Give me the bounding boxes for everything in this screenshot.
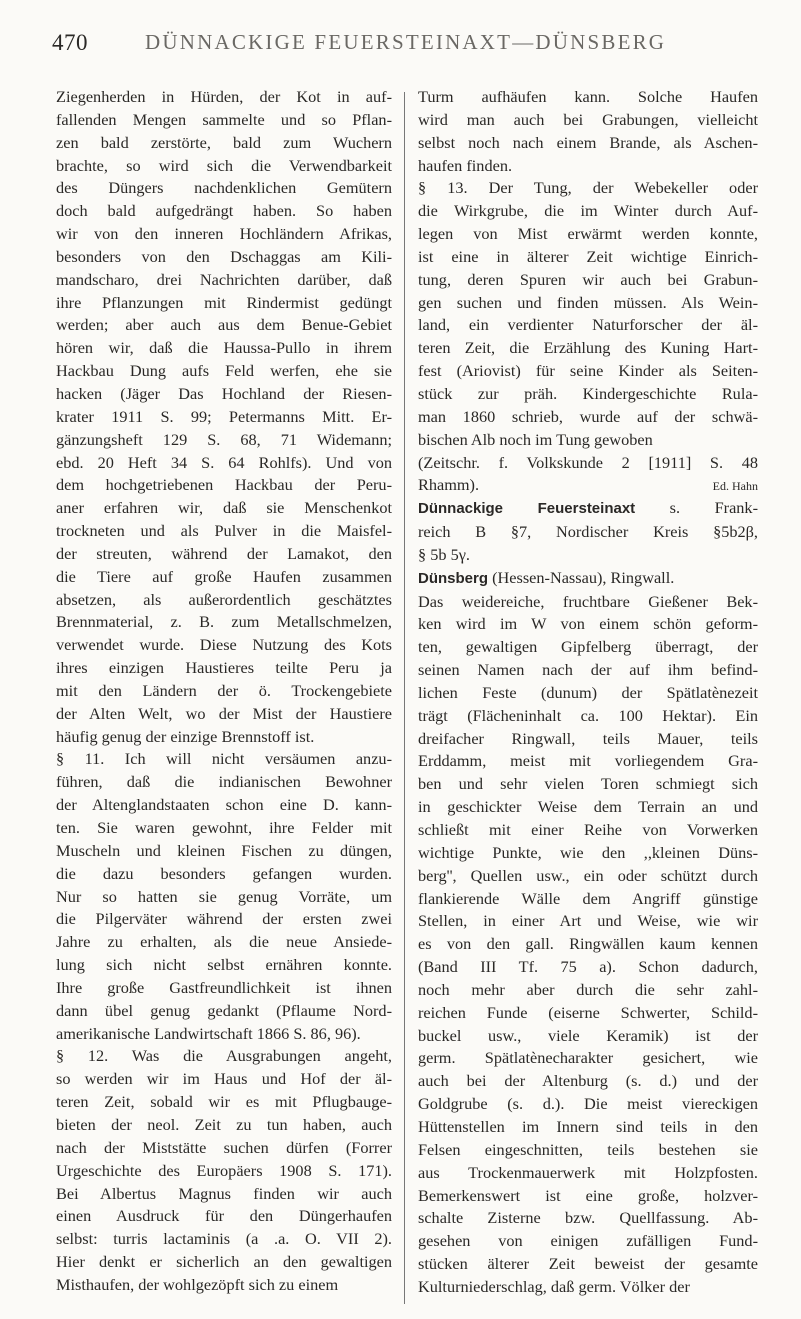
text-line: tung, deren Spuren wir auch bei Grabun- (418, 269, 758, 289)
text-line: ten, gewaltigen Gipfelberg überragt, der (418, 637, 758, 657)
text-line: Erddamm, meist mit vorliegendem Gra- (418, 751, 758, 771)
text-line: Urgeschichte des Europäers 1908 S. 171). (56, 1160, 392, 1180)
text-line: (Band III Tf. 75 a). Schon dadurch, (418, 957, 758, 977)
text-line: germ. Spätlatènecharakter gesichert, wie (418, 1048, 758, 1068)
text-line: der Altenglandstaaten schon eine D. kann- (56, 795, 392, 815)
text-line: ihre Pflanzungen mit Rindermist gedüngt (56, 292, 392, 312)
text-line: flankierende Wälle dem Angriff günstige (418, 888, 758, 908)
text-line: ebd. 20 Heft 34 S. 64 Rohlfs). Und von (56, 452, 392, 472)
text-line: § 5b 5γ. (418, 544, 470, 564)
text-line: land, ein verdienter Naturforscher der äl- (418, 315, 758, 335)
text-line: Muscheln und kleinen Fischen zu düngen, (56, 840, 392, 860)
text-line: reichen Funde (eiserne Schwerter, Schild- (418, 1002, 758, 1022)
text-line: (Zeitschr. f. Volkskunde 2 [1911] S. 48 (418, 452, 758, 472)
text-line: Kulturniederschlag, daß germ. Völker der (418, 1276, 690, 1296)
text-line: Jahre zu erhalten, als die neue Ansiede- (56, 932, 392, 952)
text-line: Hüttenstellen im Innern sind teils in den (418, 1116, 758, 1136)
text-line: hacken (Jäger Das Hochland der Riesen- (56, 383, 392, 403)
text-line: legen von Mist erwärmt werden konnte, (418, 224, 758, 244)
text-line: gänzungsheft 129 S. 68, 71 Widemann; (56, 429, 392, 449)
text-line: hören wir, daß die Haussa-Pullo in ihrem (56, 338, 392, 358)
lemma-heading: Dünnackige Feuersteinaxt (418, 500, 636, 518)
text-line: führen, daß die indianischen Bewohner (56, 772, 392, 792)
text-line: aus Trockenmauerwerk mit Holzpfosten. (418, 1162, 758, 1182)
page-header (0, 30, 801, 70)
text-line: Brennmaterial, z. B. zum Metallschmelzen, (56, 612, 392, 632)
text-line: mit den Ländern der ö. Trockengebiete (56, 680, 392, 700)
text-line: Dünnackige Feuersteinaxt s. Frank- (418, 498, 758, 518)
text-line: selbst noch nach einem Brande, als Aschen- (418, 132, 758, 152)
text-line: § 12. Was die Ausgrabungen angeht, (56, 1046, 392, 1066)
right-column (418, 86, 758, 1299)
text-line: berg'', Quellen usw., ein oder schützt durch (418, 865, 758, 885)
text-line: häufig genug der einzige Brennstoff ist. (56, 726, 315, 746)
text-line: Hier denkt er sicherlich an den gewaltigen (56, 1252, 392, 1272)
text-line: des Düngers nachdenklichen Gemütern (56, 178, 392, 198)
text-line: absetzen, als außerordentlich geschätztes (56, 589, 392, 609)
text-line: ist eine in älterer Zeit wichtige Einrich- (418, 246, 758, 266)
column-divider (404, 92, 405, 1304)
lemma-heading: Dünsberg (418, 569, 489, 587)
text-line: § 13. Der Tung, der Webekeller oder (418, 178, 758, 198)
left-column (56, 86, 392, 1297)
text-line: schalte Zisterne bzw. Quellfassung. Ab- (418, 1208, 758, 1228)
text-line: Nur so hatten sie genug Vorräte, um (56, 886, 392, 906)
text-line: werden; aber auch aus dem Benue-Gebiet (56, 315, 392, 335)
text-line: fest (Ariovist) für seine Kinder als Seiten- (418, 361, 758, 381)
text-line: teren Zeit, sobald wir es mit Pflugbauge- (56, 1092, 392, 1112)
text-line: amerikanische Landwirtschaft 1866 S. 86, 96). (56, 1023, 361, 1043)
text-line: stück zur präh. Kindergeschichte Rula- (418, 383, 758, 403)
text-line: lung sich nicht selbst ernähren konnte. (56, 955, 392, 975)
text-line: der streuten, während der Lamakot, den (56, 543, 392, 563)
text-line: Felsen eingeschnitten, teils bestehen sie (418, 1139, 758, 1159)
text-line: gesehen von einigen zufälligen Fund- (418, 1231, 758, 1251)
text-line: Das weidereiche, fruchtbare Gießener Bek- (418, 591, 758, 611)
text-line: seinen Namen nach der auf ihm befind- (418, 660, 758, 680)
text-line: wichtige Punkte, wie den ,,kleinen Düns- (418, 842, 758, 862)
text-line: Misthaufen, der wohlgezöpft sich zu einem (56, 1274, 339, 1294)
text-line: wir von den inneren Hochländern Afrikas, (56, 224, 392, 244)
text-line: ihres einzigen Haustieres teilte Peru ja (56, 658, 392, 678)
text-line: § 11. Ich will nicht versäumen anzu- (56, 749, 392, 769)
text-line: schließt mit einer Reihe von Vorwerken (418, 820, 758, 839)
text-line: Rhamm). Ed. Hahn (418, 474, 758, 497)
text-line: bischen Alb noch im Tung gewoben (418, 429, 653, 449)
text-line: Stellen, in einer Art und Weise, wie wir (418, 911, 758, 931)
text-line: buckel usw., viele Keramik) ist der (418, 1025, 758, 1045)
text-line: es von den gall. Ringwällen kaum kennen (418, 934, 758, 954)
text-line: ben und sehr vielen Toren schmiegt sich (418, 774, 758, 794)
text-line: wird man auch bei Grabungen, vielleicht (418, 109, 758, 129)
text-line: nach der Miststätte suchen dürfen (Forrer (56, 1137, 392, 1157)
text-line: trägt (Flächeninhalt ca. 100 Hektar). Ein (418, 705, 758, 725)
text-line: Hackbau Dung aufs Feld werfen, ehe sie (56, 361, 392, 381)
author-signature: Ed. Hahn (712, 479, 758, 494)
text-line: die Pilgerväter während der ersten zwei (56, 909, 392, 929)
text-line: aner erfahren wir, daß sie Menschenkot (56, 498, 392, 518)
text-line: dem hochgetriebenen Hackbau der Peru- (56, 475, 392, 495)
text-line: Bemerkenswert ist eine große, holzver- (418, 1185, 758, 1205)
text-line: noch mehr aber durch die sehr zahl- (418, 979, 758, 999)
text-line: selbst: turris lactaminis (a .a. O. VII 2). (56, 1229, 392, 1249)
text-line: einen Ausdruck für den Düngerhaufen (56, 1206, 392, 1226)
text-line: die Tiere auf große Haufen zusammen (56, 566, 392, 586)
text-line: auch bei der Altenburg (s. d.) und der (418, 1071, 758, 1091)
text-line: die Wirkgrube, die im Winter durch Auf- (418, 201, 758, 221)
text-line: Turm aufhäufen kann. Solche Haufen (418, 87, 758, 106)
text-line: besonders von den Dschaggas am Kili- (56, 246, 392, 266)
text-line: stücken älterer Zeit beweist der gesamte (418, 1254, 758, 1274)
text-line: verwendet wurde. Diese Nutzung des Kots (56, 635, 392, 655)
text-line: fallenden Mengen sammelte und so Pflan- (56, 109, 392, 129)
text-line: ken wird im W von einem schön geform- (418, 614, 758, 634)
text-line: Dünsberg (Hessen-Nassau), Ringwall. (418, 567, 675, 587)
text-line: Bei Albertus Magnus finden wir auch (56, 1183, 392, 1203)
text-line: krater 1911 S. 99; Petermanns Mitt. Er- (56, 406, 392, 426)
text-line: reich B §7, Nordischer Kreis §5b2β, (418, 522, 758, 542)
text-line: Goldgrube (s. d.). Die meist viereckigen (418, 1094, 758, 1114)
text-line: trockneten und als Pulver in die Maisfel- (56, 521, 392, 541)
text-line: Ziegenherden in Hürden, der Kot in auf- (56, 87, 392, 106)
text-line: ten. Sie waren gewohnt, ihre Felder mit (56, 818, 392, 837)
text-line: in geschickter Weise dem Terrain an und (418, 797, 758, 817)
text-line: lichen Feste (dunum) der Spätlatènezeit (418, 682, 758, 702)
text-line: dreifacher Ringwall, teils Mauer, teils (418, 728, 758, 748)
text-line: brachte, so wird sich die Verwendbarkeit (56, 155, 392, 175)
text-line: dann übel genug gedankt (Pflaume Nord- (56, 1000, 392, 1020)
text-line: doch bald aufgedrängt haben. So haben (56, 201, 392, 221)
page-number: 470 (52, 30, 88, 55)
running-title: DÜNNACKIGE FEUERSTEINAXT—DÜNSBERG (145, 30, 667, 54)
text-line: so werden wir im Haus und Hof der äl- (56, 1069, 392, 1089)
text-line: bieten der neol. Zeit zu tun haben, auch (56, 1114, 392, 1134)
text-line: die dazu besonders gefangen wurden. (56, 863, 392, 883)
text-line: man 1860 schrieb, wurde auf der schwä- (418, 406, 758, 426)
text-line: zen bald zerstörte, bald zum Wuchern (56, 132, 392, 152)
text-line: der Alten Welt, wo der Mist der Haustiere (56, 703, 392, 723)
text-line: teren Zeit, die Erzählung des Kuning Hart- (418, 338, 758, 358)
text-line: Ihre große Gastfreundlichkeit ist ihnen (56, 977, 392, 997)
text-line: mandscharo, drei Nachrichten darüber, daß (56, 269, 392, 289)
text-line: gen suchen und finden müssen. Als Wein- (418, 292, 758, 312)
text-line: haufen finden. (418, 155, 513, 175)
